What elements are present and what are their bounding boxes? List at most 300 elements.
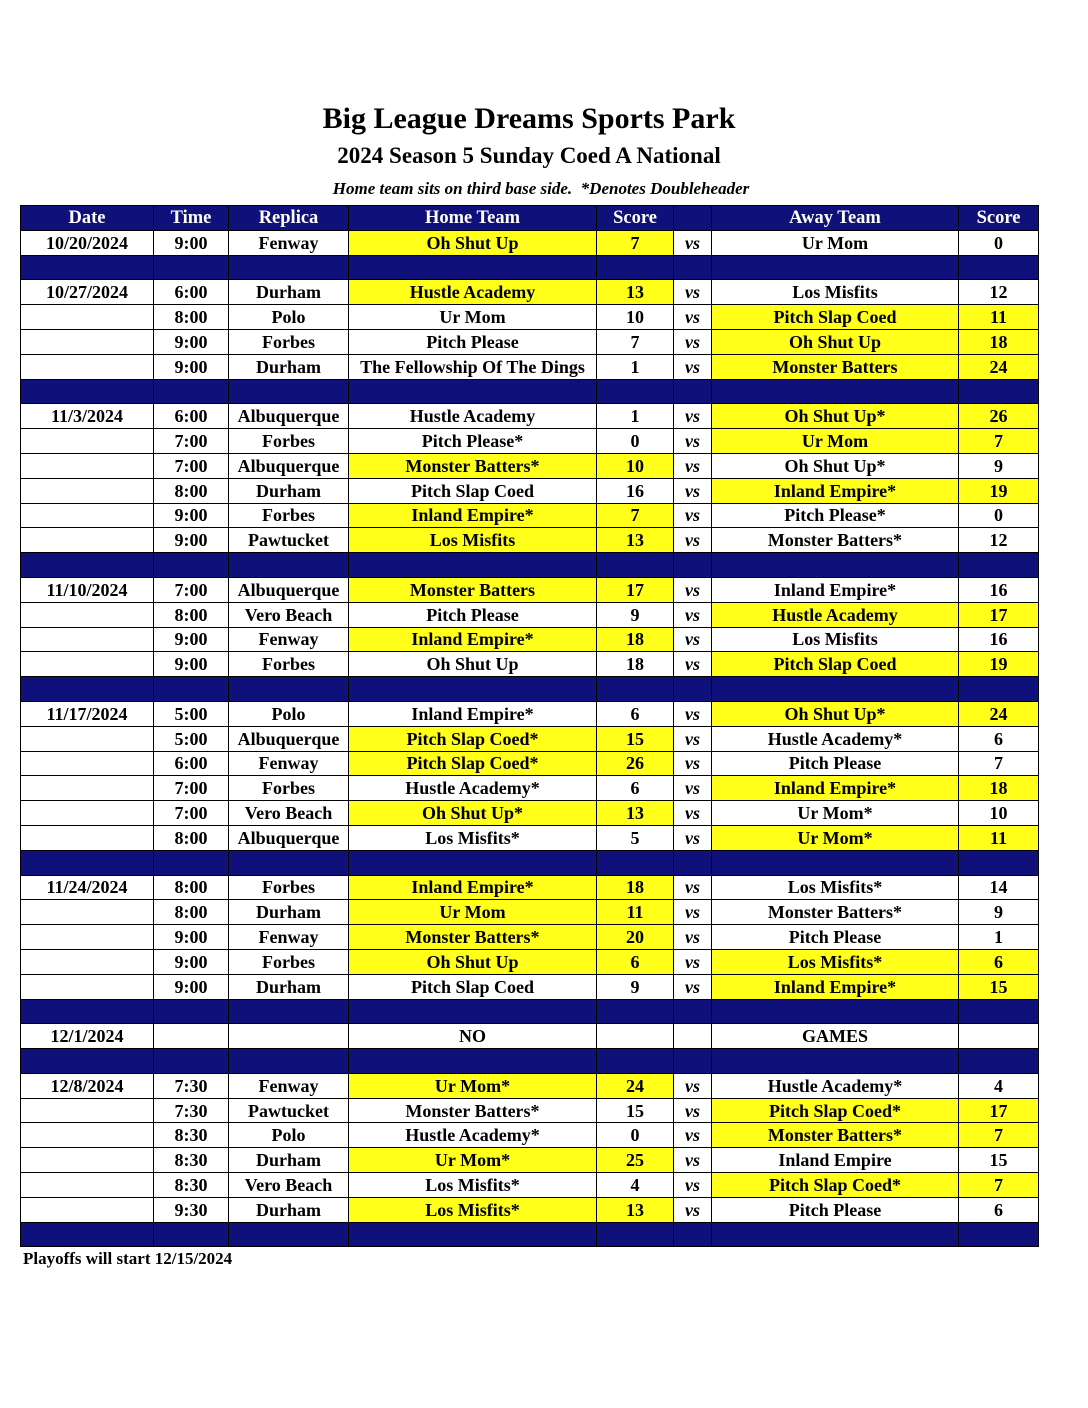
date-cell bbox=[21, 602, 154, 627]
home-team-cell: Hustle Academy* bbox=[349, 1123, 597, 1148]
date-cell: 11/24/2024 bbox=[21, 875, 154, 900]
separator-cell bbox=[154, 1222, 229, 1247]
time-cell: 6:00 bbox=[154, 751, 229, 776]
page-title: Big League Dreams Sports Park bbox=[322, 102, 736, 135]
home-team-cell: Ur Mom* bbox=[349, 1148, 597, 1173]
away-score-cell: 9 bbox=[959, 453, 1039, 478]
home-score-cell: 24 bbox=[597, 1073, 674, 1098]
home-score-cell: 6 bbox=[597, 776, 674, 801]
home-team-cell: Pitch Slap Coed bbox=[349, 478, 597, 503]
separator-cell bbox=[959, 850, 1039, 875]
date-cell bbox=[21, 354, 154, 379]
home-score-cell: 1 bbox=[597, 354, 674, 379]
game-row bbox=[21, 726, 1039, 751]
time-cell: 8:00 bbox=[154, 900, 229, 925]
replica-cell: Albuquerque bbox=[229, 577, 349, 602]
time-cell: 9:00 bbox=[154, 652, 229, 677]
home-team-cell: Hustle Academy* bbox=[349, 776, 597, 801]
date-cell bbox=[21, 751, 154, 776]
vs-cell: vs bbox=[674, 900, 712, 925]
vs-cell: vs bbox=[674, 974, 712, 999]
home-team-cell: Pitch Slap Coed bbox=[349, 974, 597, 999]
home-score-cell: 13 bbox=[597, 528, 674, 553]
home-score-cell: 6 bbox=[597, 701, 674, 726]
replica-cell: Durham bbox=[229, 478, 349, 503]
away-team-cell: Ur Mom bbox=[712, 429, 959, 454]
away-score-cell: 16 bbox=[959, 627, 1039, 652]
replica-cell: Forbes bbox=[229, 329, 349, 354]
home-team-cell: Monster Batters bbox=[349, 577, 597, 602]
separator-cell bbox=[349, 999, 597, 1024]
home-score-cell: 10 bbox=[597, 305, 674, 330]
date-cell: 10/20/2024 bbox=[21, 230, 154, 255]
home-team-cell: Inland Empire* bbox=[349, 627, 597, 652]
time-cell: 7:00 bbox=[154, 801, 229, 826]
vs-cell: vs bbox=[674, 949, 712, 974]
time-cell: 8:00 bbox=[154, 602, 229, 627]
away-score-cell: 11 bbox=[959, 825, 1039, 850]
away-team-cell: Inland Empire* bbox=[712, 974, 959, 999]
home-score-cell: 7 bbox=[597, 503, 674, 528]
replica-cell bbox=[229, 1024, 349, 1049]
separator-cell bbox=[349, 379, 597, 404]
vs-cell: vs bbox=[674, 503, 712, 528]
date-cell bbox=[21, 949, 154, 974]
away-score-cell: 17 bbox=[959, 602, 1039, 627]
game-row bbox=[21, 1123, 1039, 1148]
separator-cell bbox=[349, 677, 597, 702]
separator-cell bbox=[674, 850, 712, 875]
vs-cell: vs bbox=[674, 602, 712, 627]
game-row bbox=[21, 528, 1039, 553]
vs-cell: vs bbox=[674, 478, 712, 503]
time-cell: 5:00 bbox=[154, 701, 229, 726]
home-team-cell: Inland Empire* bbox=[349, 875, 597, 900]
vs-cell: vs bbox=[674, 925, 712, 950]
replica-cell: Forbes bbox=[229, 949, 349, 974]
vs-cell: vs bbox=[674, 701, 712, 726]
vs-cell: vs bbox=[674, 305, 712, 330]
separator-cell bbox=[229, 553, 349, 578]
col-home-score: Score bbox=[597, 206, 674, 231]
away-team-cell: Los Misfits bbox=[712, 627, 959, 652]
home-team-cell: Ur Mom bbox=[349, 900, 597, 925]
away-team-cell: Pitch Slap Coed bbox=[712, 652, 959, 677]
away-team-cell: Los Misfits* bbox=[712, 875, 959, 900]
home-score-cell: 26 bbox=[597, 751, 674, 776]
date-cell: 11/10/2024 bbox=[21, 577, 154, 602]
time-cell: 9:00 bbox=[154, 230, 229, 255]
date-cell bbox=[21, 1197, 154, 1222]
schedule-body bbox=[21, 230, 1039, 1247]
vs-cell: vs bbox=[674, 280, 712, 305]
playoffs-note: Playoffs will start 12/15/2024 bbox=[23, 1249, 233, 1268]
separator-cell bbox=[349, 553, 597, 578]
separator-cell bbox=[674, 255, 712, 280]
replica-cell: Forbes bbox=[229, 503, 349, 528]
home-team-cell: Ur Mom bbox=[349, 305, 597, 330]
date-cell bbox=[21, 900, 154, 925]
time-cell: 9:00 bbox=[154, 925, 229, 950]
time-cell: 9:00 bbox=[154, 627, 229, 652]
home-team-cell: Los Misfits* bbox=[349, 1197, 597, 1222]
game-row bbox=[21, 280, 1039, 305]
vs-cell: vs bbox=[674, 825, 712, 850]
replica-cell: Fenway bbox=[229, 1073, 349, 1098]
away-team-cell: Pitch Slap Coed* bbox=[712, 1173, 959, 1198]
home-team-cell: Los Misfits* bbox=[349, 825, 597, 850]
separator-cell bbox=[959, 677, 1039, 702]
away-score-cell: 15 bbox=[959, 1148, 1039, 1173]
time-cell: 7:00 bbox=[154, 429, 229, 454]
separator-cell bbox=[959, 379, 1039, 404]
home-score-cell: 13 bbox=[597, 801, 674, 826]
col-time: Time bbox=[154, 206, 229, 231]
away-score-cell: 9 bbox=[959, 900, 1039, 925]
game-row bbox=[21, 801, 1039, 826]
time-cell: 6:00 bbox=[154, 280, 229, 305]
home-team-cell: Inland Empire* bbox=[349, 701, 597, 726]
separator-cell bbox=[597, 999, 674, 1024]
time-cell: 7:00 bbox=[154, 453, 229, 478]
separator-row bbox=[21, 255, 1039, 280]
game-row bbox=[21, 453, 1039, 478]
replica-cell: Forbes bbox=[229, 652, 349, 677]
vs-cell: vs bbox=[674, 875, 712, 900]
time-cell: 8:00 bbox=[154, 478, 229, 503]
separator-cell bbox=[349, 1222, 597, 1247]
separator-cell bbox=[154, 677, 229, 702]
vs-cell bbox=[674, 1024, 712, 1049]
date-cell bbox=[21, 627, 154, 652]
away-score-cell: 18 bbox=[959, 776, 1039, 801]
away-score-cell: 4 bbox=[959, 1073, 1039, 1098]
separator-cell bbox=[959, 553, 1039, 578]
separator-cell bbox=[229, 255, 349, 280]
home-team-cell: Monster Batters* bbox=[349, 453, 597, 478]
vs-cell: vs bbox=[674, 429, 712, 454]
separator-cell bbox=[959, 255, 1039, 280]
game-row bbox=[21, 429, 1039, 454]
separator-cell bbox=[349, 255, 597, 280]
time-cell: 8:00 bbox=[154, 825, 229, 850]
home-team-cell: Pitch Please bbox=[349, 329, 597, 354]
date-cell bbox=[21, 478, 154, 503]
date-cell: 11/17/2024 bbox=[21, 701, 154, 726]
separator-cell bbox=[154, 379, 229, 404]
date-cell bbox=[21, 305, 154, 330]
time-cell: 8:30 bbox=[154, 1148, 229, 1173]
game-row bbox=[21, 949, 1039, 974]
home-team-cell: Hustle Academy bbox=[349, 280, 597, 305]
date-cell bbox=[21, 1173, 154, 1198]
replica-cell: Albuquerque bbox=[229, 404, 349, 429]
time-cell: 7:00 bbox=[154, 577, 229, 602]
home-team-cell: Pitch Slap Coed* bbox=[349, 751, 597, 776]
away-team-cell: Ur Mom bbox=[712, 230, 959, 255]
away-score-cell: 0 bbox=[959, 503, 1039, 528]
date-cell bbox=[21, 652, 154, 677]
home-score-cell: 17 bbox=[597, 577, 674, 602]
separator-cell bbox=[597, 379, 674, 404]
away-team-cell: Pitch Please bbox=[712, 925, 959, 950]
time-cell: 9:00 bbox=[154, 354, 229, 379]
game-row bbox=[21, 776, 1039, 801]
separator-cell bbox=[349, 850, 597, 875]
date-cell bbox=[21, 1123, 154, 1148]
date-cell bbox=[21, 503, 154, 528]
time-cell: 7:00 bbox=[154, 776, 229, 801]
separator-cell bbox=[674, 379, 712, 404]
game-row bbox=[21, 627, 1039, 652]
home-team-cell: Los Misfits* bbox=[349, 1173, 597, 1198]
separator-row bbox=[21, 677, 1039, 702]
replica-cell: Pawtucket bbox=[229, 528, 349, 553]
home-score-cell: 5 bbox=[597, 825, 674, 850]
home-score-cell: 18 bbox=[597, 875, 674, 900]
separator-row bbox=[21, 1049, 1039, 1074]
away-score-cell: 17 bbox=[959, 1098, 1039, 1123]
replica-cell: Forbes bbox=[229, 776, 349, 801]
separator-cell bbox=[674, 677, 712, 702]
time-cell: 9:00 bbox=[154, 528, 229, 553]
separator-cell bbox=[229, 850, 349, 875]
away-score-cell: 7 bbox=[959, 429, 1039, 454]
separator-cell bbox=[597, 850, 674, 875]
game-row bbox=[21, 1098, 1039, 1123]
separator-cell bbox=[597, 255, 674, 280]
date-cell bbox=[21, 776, 154, 801]
separator-cell bbox=[712, 999, 959, 1024]
game-row bbox=[21, 701, 1039, 726]
replica-cell: Durham bbox=[229, 974, 349, 999]
away-team-cell: Pitch Please bbox=[712, 1197, 959, 1222]
col-date: Date bbox=[21, 206, 154, 231]
away-team-cell: Pitch Please* bbox=[712, 503, 959, 528]
home-score-cell: 20 bbox=[597, 925, 674, 950]
vs-cell: vs bbox=[674, 1148, 712, 1173]
away-score-cell: 16 bbox=[959, 577, 1039, 602]
separator-cell bbox=[959, 999, 1039, 1024]
away-team-cell: Hustle Academy* bbox=[712, 1073, 959, 1098]
home-score-cell: 25 bbox=[597, 1148, 674, 1173]
home-score-cell: 6 bbox=[597, 949, 674, 974]
separator-cell bbox=[674, 999, 712, 1024]
away-score-cell: 7 bbox=[959, 751, 1039, 776]
vs-cell: vs bbox=[674, 354, 712, 379]
away-score-cell: 14 bbox=[959, 875, 1039, 900]
separator-cell bbox=[229, 999, 349, 1024]
replica-cell: Durham bbox=[229, 1197, 349, 1222]
home-score-cell: 15 bbox=[597, 1098, 674, 1123]
separator-cell bbox=[597, 677, 674, 702]
time-cell: 5:00 bbox=[154, 726, 229, 751]
home-score-cell: 13 bbox=[597, 1197, 674, 1222]
separator-cell bbox=[959, 1049, 1039, 1074]
time-cell: 9:00 bbox=[154, 329, 229, 354]
away-team-cell: Pitch Slap Coed* bbox=[712, 1098, 959, 1123]
home-score-cell: 9 bbox=[597, 974, 674, 999]
date-cell bbox=[21, 453, 154, 478]
separator-cell bbox=[712, 850, 959, 875]
date-cell: 12/1/2024 bbox=[21, 1024, 154, 1049]
vs-cell: vs bbox=[674, 453, 712, 478]
separator-cell bbox=[712, 255, 959, 280]
separator-cell bbox=[154, 255, 229, 280]
separator-cell bbox=[229, 379, 349, 404]
home-score-cell: 0 bbox=[597, 1123, 674, 1148]
separator-cell bbox=[154, 999, 229, 1024]
date-cell bbox=[21, 974, 154, 999]
col-away-score: Score bbox=[959, 206, 1039, 231]
vs-cell: vs bbox=[674, 404, 712, 429]
separator-cell bbox=[154, 553, 229, 578]
away-team-cell: Pitch Slap Coed bbox=[712, 305, 959, 330]
game-row bbox=[21, 1073, 1039, 1098]
home-score-cell: 11 bbox=[597, 900, 674, 925]
away-score-cell: 6 bbox=[959, 726, 1039, 751]
vs-cell: vs bbox=[674, 751, 712, 776]
time-cell bbox=[154, 1024, 229, 1049]
replica-cell: Albuquerque bbox=[229, 726, 349, 751]
time-cell: 7:30 bbox=[154, 1098, 229, 1123]
away-score-cell: 24 bbox=[959, 354, 1039, 379]
away-team-cell: Hustle Academy* bbox=[712, 726, 959, 751]
game-row bbox=[21, 602, 1039, 627]
date-cell: 12/8/2024 bbox=[21, 1073, 154, 1098]
home-team-cell: Monster Batters* bbox=[349, 1098, 597, 1123]
home-score-cell: 16 bbox=[597, 478, 674, 503]
separator-cell bbox=[712, 1049, 959, 1074]
replica-cell: Albuquerque bbox=[229, 453, 349, 478]
time-cell: 8:30 bbox=[154, 1173, 229, 1198]
date-cell bbox=[21, 1148, 154, 1173]
home-score-cell: 4 bbox=[597, 1173, 674, 1198]
replica-cell: Vero Beach bbox=[229, 801, 349, 826]
replica-cell: Fenway bbox=[229, 751, 349, 776]
away-team-cell: Los Misfits* bbox=[712, 949, 959, 974]
separator-cell bbox=[21, 1049, 154, 1074]
date-cell bbox=[21, 528, 154, 553]
away-score-cell bbox=[959, 1024, 1039, 1049]
game-row bbox=[21, 1173, 1039, 1198]
away-score-cell: 19 bbox=[959, 478, 1039, 503]
away-score-cell: 7 bbox=[959, 1123, 1039, 1148]
away-team-cell: GAMES bbox=[712, 1024, 959, 1049]
separator-cell bbox=[674, 1049, 712, 1074]
away-team-cell: Pitch Please bbox=[712, 751, 959, 776]
separator-cell bbox=[21, 1222, 154, 1247]
separator-row bbox=[21, 850, 1039, 875]
separator-cell bbox=[959, 1222, 1039, 1247]
time-cell: 9:00 bbox=[154, 974, 229, 999]
separator-cell bbox=[229, 1222, 349, 1247]
time-cell: 6:00 bbox=[154, 404, 229, 429]
away-score-cell: 12 bbox=[959, 280, 1039, 305]
away-team-cell: Los Misfits bbox=[712, 280, 959, 305]
replica-cell: Fenway bbox=[229, 230, 349, 255]
away-team-cell: Inland Empire bbox=[712, 1148, 959, 1173]
separator-cell bbox=[674, 1222, 712, 1247]
time-cell: 9:00 bbox=[154, 949, 229, 974]
away-team-cell: Ur Mom* bbox=[712, 825, 959, 850]
home-team-cell: Monster Batters* bbox=[349, 925, 597, 950]
home-score-cell: 18 bbox=[597, 652, 674, 677]
vs-cell: vs bbox=[674, 652, 712, 677]
date-cell bbox=[21, 329, 154, 354]
schedule-table bbox=[20, 205, 1039, 1247]
home-team-cell: Pitch Please bbox=[349, 602, 597, 627]
home-team-cell: NO bbox=[349, 1024, 597, 1049]
game-row bbox=[21, 875, 1039, 900]
col-vs bbox=[674, 206, 712, 231]
home-score-cell: 15 bbox=[597, 726, 674, 751]
away-team-cell: Oh Shut Up* bbox=[712, 404, 959, 429]
replica-cell: Vero Beach bbox=[229, 602, 349, 627]
header-row bbox=[21, 206, 1039, 231]
away-team-cell: Monster Batters* bbox=[712, 900, 959, 925]
home-team-cell: Pitch Please* bbox=[349, 429, 597, 454]
home-score-cell: 7 bbox=[597, 329, 674, 354]
away-team-cell: Oh Shut Up* bbox=[712, 453, 959, 478]
col-replica: Replica bbox=[229, 206, 349, 231]
col-home-team: Home Team bbox=[349, 206, 597, 231]
separator-cell bbox=[21, 850, 154, 875]
vs-cell: vs bbox=[674, 801, 712, 826]
home-team-cell: Oh Shut Up bbox=[349, 949, 597, 974]
separator-cell bbox=[229, 1049, 349, 1074]
home-team-cell: Hustle Academy bbox=[349, 404, 597, 429]
home-score-cell: 18 bbox=[597, 627, 674, 652]
separator-cell bbox=[21, 255, 154, 280]
separator-cell bbox=[597, 1222, 674, 1247]
game-row bbox=[21, 1148, 1039, 1173]
vs-cell: vs bbox=[674, 627, 712, 652]
vs-cell: vs bbox=[674, 1173, 712, 1198]
vs-cell: vs bbox=[674, 1123, 712, 1148]
time-cell: 8:00 bbox=[154, 875, 229, 900]
away-score-cell: 18 bbox=[959, 329, 1039, 354]
game-row bbox=[21, 503, 1039, 528]
away-team-cell: Monster Batters bbox=[712, 354, 959, 379]
away-team-cell: Oh Shut Up bbox=[712, 329, 959, 354]
away-score-cell: 11 bbox=[959, 305, 1039, 330]
game-row bbox=[21, 652, 1039, 677]
separator-cell bbox=[712, 553, 959, 578]
home-score-cell: 1 bbox=[597, 404, 674, 429]
separator-cell bbox=[21, 677, 154, 702]
separator-cell bbox=[597, 553, 674, 578]
separator-cell bbox=[229, 677, 349, 702]
time-cell: 9:30 bbox=[154, 1197, 229, 1222]
replica-cell: Polo bbox=[229, 701, 349, 726]
away-team-cell: Ur Mom* bbox=[712, 801, 959, 826]
home-score-cell: 13 bbox=[597, 280, 674, 305]
home-team-cell: Los Misfits bbox=[349, 528, 597, 553]
replica-cell: Fenway bbox=[229, 627, 349, 652]
time-cell: 7:30 bbox=[154, 1073, 229, 1098]
game-row bbox=[21, 404, 1039, 429]
schedule-note: Home team sits on third base side. *Denotes Doubleheader bbox=[332, 179, 750, 198]
game-row bbox=[21, 305, 1039, 330]
home-score-cell: 9 bbox=[597, 602, 674, 627]
separator-cell bbox=[154, 850, 229, 875]
page-subtitle: 2024 Season 5 Sunday Coed A National bbox=[337, 143, 721, 168]
replica-cell: Durham bbox=[229, 354, 349, 379]
vs-cell: vs bbox=[674, 577, 712, 602]
game-row bbox=[21, 1197, 1039, 1222]
away-score-cell: 6 bbox=[959, 949, 1039, 974]
